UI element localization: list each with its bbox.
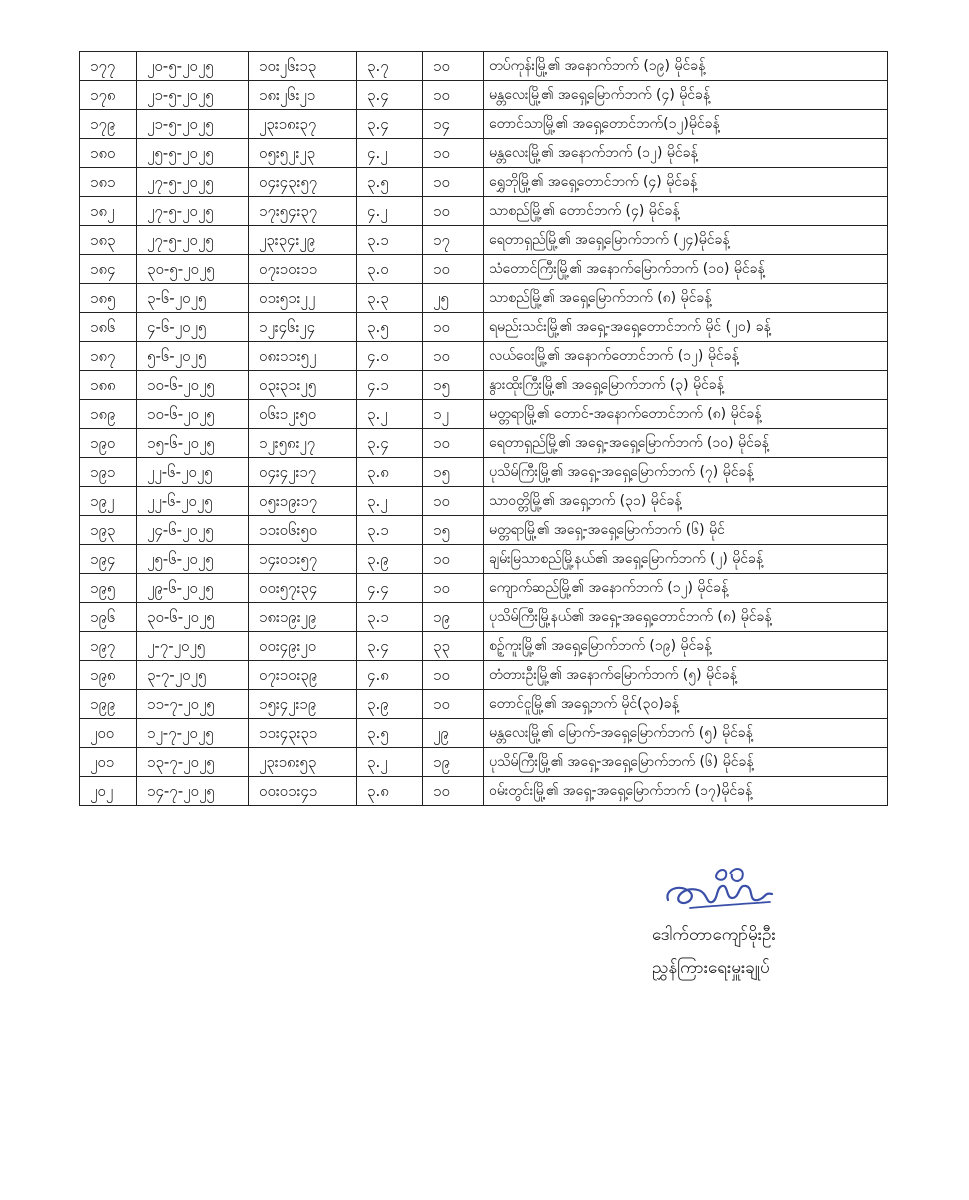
cell-date: ၃၀-၆-၂၀၂၅ xyxy=(137,603,249,632)
table-row xyxy=(80,371,888,400)
cell-date: ၂၅-၆-၂၀၂၅ xyxy=(137,545,249,574)
cell-time: ၀၀း၀၁း၄၁ xyxy=(249,777,357,806)
cell-time: ၀၇း၁၀း၃၉ xyxy=(249,661,357,690)
cell-magnitude: ၃.၁ xyxy=(357,603,423,632)
table-row xyxy=(80,226,888,255)
cell-number: ၁၉၀ xyxy=(80,429,137,458)
cell-time: ၂၃း၁၈း၃၇ xyxy=(249,110,357,139)
cell-time: ၀၀း၅၇း၃၄ xyxy=(249,574,357,603)
cell-depth: ၁၀ xyxy=(423,342,484,371)
cell-location: သာဝတ္တိမြို့၏ အရှေ့ဘက် (၃၁) မိုင်ခန့် xyxy=(484,487,888,516)
cell-date: ၃၀-၅-၂၀၂၅ xyxy=(137,255,249,284)
cell-number: ၁၈၁ xyxy=(80,168,137,197)
cell-magnitude: ၃.၈ xyxy=(357,777,423,806)
cell-time: ၁၁း၄၃း၃၁ xyxy=(249,719,357,748)
cell-number: ၁၉၃ xyxy=(80,516,137,545)
cell-location: ရွှေဘိုမြို့၏ အရှေ့တောင်ဘက် (၄) မိုင်ခန့် xyxy=(484,168,888,197)
cell-date: ၂၄-၆-၂၀၂၅ xyxy=(137,516,249,545)
cell-time: ၀၁း၅၁း၂၂ xyxy=(249,284,357,313)
cell-time: ၀၅း၅၂း၂၃ xyxy=(249,139,357,168)
cell-date: ၂၇-၅-၂၀၂၅ xyxy=(137,197,249,226)
cell-date: ၄-၆-၂၀၂၅ xyxy=(137,313,249,342)
cell-location: မတ္တရာမြို့၏ တောင်-အနောက်တောင်ဘက် (၈) မိုင်ခန့် xyxy=(484,400,888,429)
cell-location: မတ္တရာမြို့၏ အရှေ့-အရှေ့မြောက်ဘက် (၆) မိုင် xyxy=(484,516,888,545)
table-row xyxy=(80,458,888,487)
cell-date: ၂၀-၅-၂၀၂၅ xyxy=(137,52,249,81)
cell-number: ၂၀၂ xyxy=(80,777,137,806)
cell-location: ရေတာရှည်မြို့၏ အရှေ့မြောက်ဘက် (၂၄)မိုင်ခန့် xyxy=(484,226,888,255)
cell-date: ၁၄-၇-၂၀၂၅ xyxy=(137,777,249,806)
cell-time: ၀၆း၁၂း၅၀ xyxy=(249,400,357,429)
cell-magnitude: ၄.၈ xyxy=(357,661,423,690)
cell-number: ၁၈၀ xyxy=(80,139,137,168)
cell-depth: ၁၀ xyxy=(423,52,484,81)
table-row xyxy=(80,52,888,81)
table-row xyxy=(80,429,888,458)
cell-number: ၁၉၉ xyxy=(80,690,137,719)
cell-location: ဝမ်းတွင်းမြို့၏ အရှေ့-အရှေ့မြောက်ဘက် (၁၇)မိုင်ခန့် xyxy=(484,777,888,806)
cell-magnitude: ၄.၀ xyxy=(357,342,423,371)
table-row xyxy=(80,487,888,516)
cell-date: ၂၂-၆-၂၀၂၅ xyxy=(137,458,249,487)
cell-number: ၁၉၂ xyxy=(80,487,137,516)
cell-number: ၁၈၈ xyxy=(80,371,137,400)
table-row xyxy=(80,313,888,342)
table-row xyxy=(80,748,888,777)
cell-depth: ၁၅ xyxy=(423,458,484,487)
cell-time: ၁၄း၀၁း၅၇ xyxy=(249,545,357,574)
cell-depth: ၁၉ xyxy=(423,748,484,777)
cell-depth: ၁၀ xyxy=(423,661,484,690)
cell-depth: ၁၅ xyxy=(423,516,484,545)
cell-location: မန္တလေးမြို့၏ အရှေ့မြောက်ဘက် (၄) မိုင်ခန့် xyxy=(484,81,888,110)
cell-depth: ၁၀ xyxy=(423,139,484,168)
table-row xyxy=(80,81,888,110)
cell-magnitude: ၃.၂ xyxy=(357,400,423,429)
cell-magnitude: ၃.၅ xyxy=(357,168,423,197)
cell-date: ၂-၇-၂၀၂၅ xyxy=(137,632,249,661)
cell-magnitude: ၃.၃ xyxy=(357,284,423,313)
cell-location: ချမ်းမြသာစည်မြို့နယ်၏ အရှေ့မြောက်ဘက် (၂) မိုင်ခန့် xyxy=(484,545,888,574)
cell-time: ၀၅း၁၉း၁၇ xyxy=(249,487,357,516)
cell-time: ၀၇း၁၀း၁၁ xyxy=(249,255,357,284)
cell-number: ၁၈၇ xyxy=(80,342,137,371)
table-row xyxy=(80,516,888,545)
cell-location: တောင်သာမြို့၏ အရှေ့တောင်ဘက်(၁၂)မိုင်ခန့် xyxy=(484,110,888,139)
cell-magnitude: ၃.၄ xyxy=(357,81,423,110)
table-row xyxy=(80,661,888,690)
cell-time: ၁၀း၂၆း၁၃ xyxy=(249,52,357,81)
cell-magnitude: ၄.၂ xyxy=(357,197,423,226)
cell-number: ၂၀၁ xyxy=(80,748,137,777)
cell-number: ၁၉၈ xyxy=(80,661,137,690)
cell-time: ၁၂း၄၆း၂၄ xyxy=(249,313,357,342)
table-row xyxy=(80,342,888,371)
cell-date: ၁၃-၇-၂၀၂၅ xyxy=(137,748,249,777)
cell-date: ၂၁-၅-၂၀၂၅ xyxy=(137,81,249,110)
cell-location: သာစည်မြို့၏ တောင်ဘက် (၄) မိုင်ခန့် xyxy=(484,197,888,226)
cell-time: ၁၇း၅၄း၃၇ xyxy=(249,197,357,226)
cell-number: ၁၇၈ xyxy=(80,81,137,110)
cell-depth: ၁၀ xyxy=(423,313,484,342)
cell-date: ၂၉-၆-၂၀၂၅ xyxy=(137,574,249,603)
cell-time: ၀၄း၄၂း၁၇ xyxy=(249,458,357,487)
cell-time: ၀၄း၄၃း၅၇ xyxy=(249,168,357,197)
table-row xyxy=(80,255,888,284)
table-row xyxy=(80,632,888,661)
cell-depth: ၂၅ xyxy=(423,284,484,313)
cell-location: လယ်ဝေးမြို့၏ အနောက်တောင်ဘက် (၁၂) မိုင်ခန့် xyxy=(484,342,888,371)
cell-depth: ၁၀ xyxy=(423,574,484,603)
cell-date: ၁၀-၆-၂၀၂၅ xyxy=(137,371,249,400)
cell-depth: ၁၀ xyxy=(423,545,484,574)
cell-location: သာစည်မြို့၏ အရှေ့မြောက်ဘက် (၈) မိုင်ခန့် xyxy=(484,284,888,313)
cell-depth: ၁၀ xyxy=(423,81,484,110)
table-row xyxy=(80,284,888,313)
cell-depth: ၁၀ xyxy=(423,429,484,458)
cell-time: ၁၁း၀၆း၅၀ xyxy=(249,516,357,545)
cell-time: ၀၀း၄၉း၂၀ xyxy=(249,632,357,661)
signer-title: ညွှန်ကြားရေးမှူးချုပ် xyxy=(652,958,770,978)
table-row xyxy=(80,400,888,429)
table-row xyxy=(80,139,888,168)
cell-date: ၂၇-၅-၂၀၂၅ xyxy=(137,168,249,197)
cell-location: နွားထိုးကြီးမြို့၏ အရှေ့မြောက်ဘက် (၃) မိုင်ခန့် xyxy=(484,371,888,400)
cell-depth: ၁၅ xyxy=(423,371,484,400)
cell-magnitude: ၃.၄ xyxy=(357,632,423,661)
cell-number: ၁၈၅ xyxy=(80,284,137,313)
cell-magnitude: ၃.၁ xyxy=(357,516,423,545)
cell-depth: ၁၄ xyxy=(423,110,484,139)
cell-date: ၁၂-၇-၂၀၂၅ xyxy=(137,719,249,748)
cell-location: ပုသိမ်ကြီးမြို့၏ အရှေ့-အရှေ့မြောက်ဘက် (၇) မိုင်ခန့် xyxy=(484,458,888,487)
cell-location: ကျောက်ဆည်မြို့၏ အနောက်ဘက် (၁၂) မိုင်ခန့် xyxy=(484,574,888,603)
cell-number: ၁၈၂ xyxy=(80,197,137,226)
cell-time: ၂၃း၁၈း၅၃ xyxy=(249,748,357,777)
cell-number: ၁၈၄ xyxy=(80,255,137,284)
cell-magnitude: ၃.၂ xyxy=(357,748,423,777)
cell-date: ၂၅-၅-၂၀၂၅ xyxy=(137,139,249,168)
cell-depth: ၁၂ xyxy=(423,400,484,429)
signature-image xyxy=(660,862,780,918)
cell-location: မန္တလေးမြို့၏ အနောက်ဘက် (၁၂) မိုင်ခန့် xyxy=(484,139,888,168)
cell-depth: ၁၀ xyxy=(423,255,484,284)
cell-location: သံတောင်ကြီးမြို့၏ အနောက်မြောက်ဘက် (၁၀) မိုင်ခန့် xyxy=(484,255,888,284)
cell-number: ၁၈၃ xyxy=(80,226,137,255)
cell-time: ၁၅း၄၂း၁၉ xyxy=(249,690,357,719)
table-row xyxy=(80,719,888,748)
table-row xyxy=(80,690,888,719)
cell-number: ၁၇၉ xyxy=(80,110,137,139)
cell-magnitude: ၄.၄ xyxy=(357,574,423,603)
cell-location: မန္တလေးမြို့၏ မြောက်-အရှေ့မြောက်ဘက် (၅) မိုင်ခန့် xyxy=(484,719,888,748)
cell-depth: ၁၇ xyxy=(423,226,484,255)
cell-magnitude: ၄.၁ xyxy=(357,371,423,400)
cell-date: ၅-၆-၂၀၂၅ xyxy=(137,342,249,371)
cell-magnitude: ၃.၀ xyxy=(357,255,423,284)
table-row xyxy=(80,197,888,226)
cell-location: ပုသိမ်ကြီးမြို့နယ်၏ အရှေ့-အရှေ့တောင်ဘက် (၈) မိုင်ခန့် xyxy=(484,603,888,632)
earthquake-table-body xyxy=(80,52,888,806)
cell-number: ၁၉၁ xyxy=(80,458,137,487)
earthquake-table xyxy=(79,51,888,806)
cell-time: ၀၈း၁၁း၅၂ xyxy=(249,342,357,371)
cell-number: ၁၉၇ xyxy=(80,632,137,661)
cell-location: ရမည်းသင်းမြို့၏ အရှေ့-အရှေ့တောင်ဘက် မိုင် (၂၀) ခန့် xyxy=(484,313,888,342)
cell-depth: ၃၃ xyxy=(423,632,484,661)
table-row xyxy=(80,168,888,197)
cell-magnitude: ၃.၅ xyxy=(357,313,423,342)
cell-magnitude: ၃.၄ xyxy=(357,429,423,458)
cell-date: ၂၁-၅-၂၀၂၅ xyxy=(137,110,249,139)
cell-time: ၀၃း၃၁း၂၅ xyxy=(249,371,357,400)
cell-depth: ၁၉ xyxy=(423,603,484,632)
cell-depth: ၁၀ xyxy=(423,197,484,226)
cell-depth: ၁၀ xyxy=(423,168,484,197)
cell-date: ၂၇-၅-၂၀၂၅ xyxy=(137,226,249,255)
table-row xyxy=(80,777,888,806)
cell-time: ၁၂း၅၈း၂၇ xyxy=(249,429,357,458)
cell-magnitude: ၃.၄ xyxy=(357,110,423,139)
cell-magnitude: ၃.၈ xyxy=(357,458,423,487)
cell-magnitude: ၃.၉ xyxy=(357,690,423,719)
cell-location: ပုသိမ်ကြီးမြို့၏ အရှေ့-အရှေ့မြောက်ဘက် (၆) မိုင်ခန့် xyxy=(484,748,888,777)
table-row xyxy=(80,574,888,603)
cell-depth: ၁၀ xyxy=(423,487,484,516)
cell-location: ရေတာရှည်မြို့၏ အရှေ့-အရှေ့မြောက်ဘက် (၁၀) မိုင်ခန့် xyxy=(484,429,888,458)
cell-number: ၁၈၆ xyxy=(80,313,137,342)
cell-number: ၁၇၇ xyxy=(80,52,137,81)
cell-magnitude: ၃.၉ xyxy=(357,545,423,574)
table-row xyxy=(80,110,888,139)
cell-location: တပ်ကုန်းမြို့၏ အနောက်ဘက် (၁၉) မိုင်ခန့် xyxy=(484,52,888,81)
cell-magnitude: ၄.၂ xyxy=(357,139,423,168)
cell-location: စဥ့်ကူးမြို့၏ အရှေ့မြောက်ဘက် (၁၉) မိုင်ခန့် xyxy=(484,632,888,661)
cell-date: ၃-၆-၂၀၂၅ xyxy=(137,284,249,313)
signer-name: ဒေါက်တာကျော်မိုးဦး xyxy=(652,925,776,945)
table-row xyxy=(80,545,888,574)
table-row xyxy=(80,603,888,632)
cell-number: ၁၉၅ xyxy=(80,574,137,603)
cell-time: ၁၈း၁၉း၂၉ xyxy=(249,603,357,632)
cell-depth: ၁၀ xyxy=(423,690,484,719)
cell-magnitude: ၃.၅ xyxy=(357,719,423,748)
cell-location: တောင်ငူမြို့၏ အရှေ့ဘက် မိုင်(၃၀)ခန့် xyxy=(484,690,888,719)
cell-date: ၂၂-၆-၂၀၂၅ xyxy=(137,487,249,516)
cell-date: ၁၅-၆-၂၀၂၅ xyxy=(137,429,249,458)
cell-depth: ၁၀ xyxy=(423,777,484,806)
cell-location: တံတားဦးမြို့၏ အနောက်မြောက်ဘက် (၅) မိုင်ခန့် xyxy=(484,661,888,690)
cell-date: ၁၀-၆-၂၀၂၅ xyxy=(137,400,249,429)
cell-number: ၁၉၆ xyxy=(80,603,137,632)
cell-number: ၁၉၄ xyxy=(80,545,137,574)
cell-magnitude: ၃.၇ xyxy=(357,52,423,81)
cell-magnitude: ၃.၂ xyxy=(357,487,423,516)
cell-number: ၁၈၉ xyxy=(80,400,137,429)
cell-date: ၃-၇-၂၀၂၅ xyxy=(137,661,249,690)
cell-time: ၂၃း၃၄း၂၉ xyxy=(249,226,357,255)
cell-number: ၂၀၀ xyxy=(80,719,137,748)
cell-date: ၁၁-၇-၂၀၂၅ xyxy=(137,690,249,719)
cell-time: ၁၈း၂၆း၂၁ xyxy=(249,81,357,110)
cell-magnitude: ၃.၁ xyxy=(357,226,423,255)
cell-depth: ၂၉ xyxy=(423,719,484,748)
